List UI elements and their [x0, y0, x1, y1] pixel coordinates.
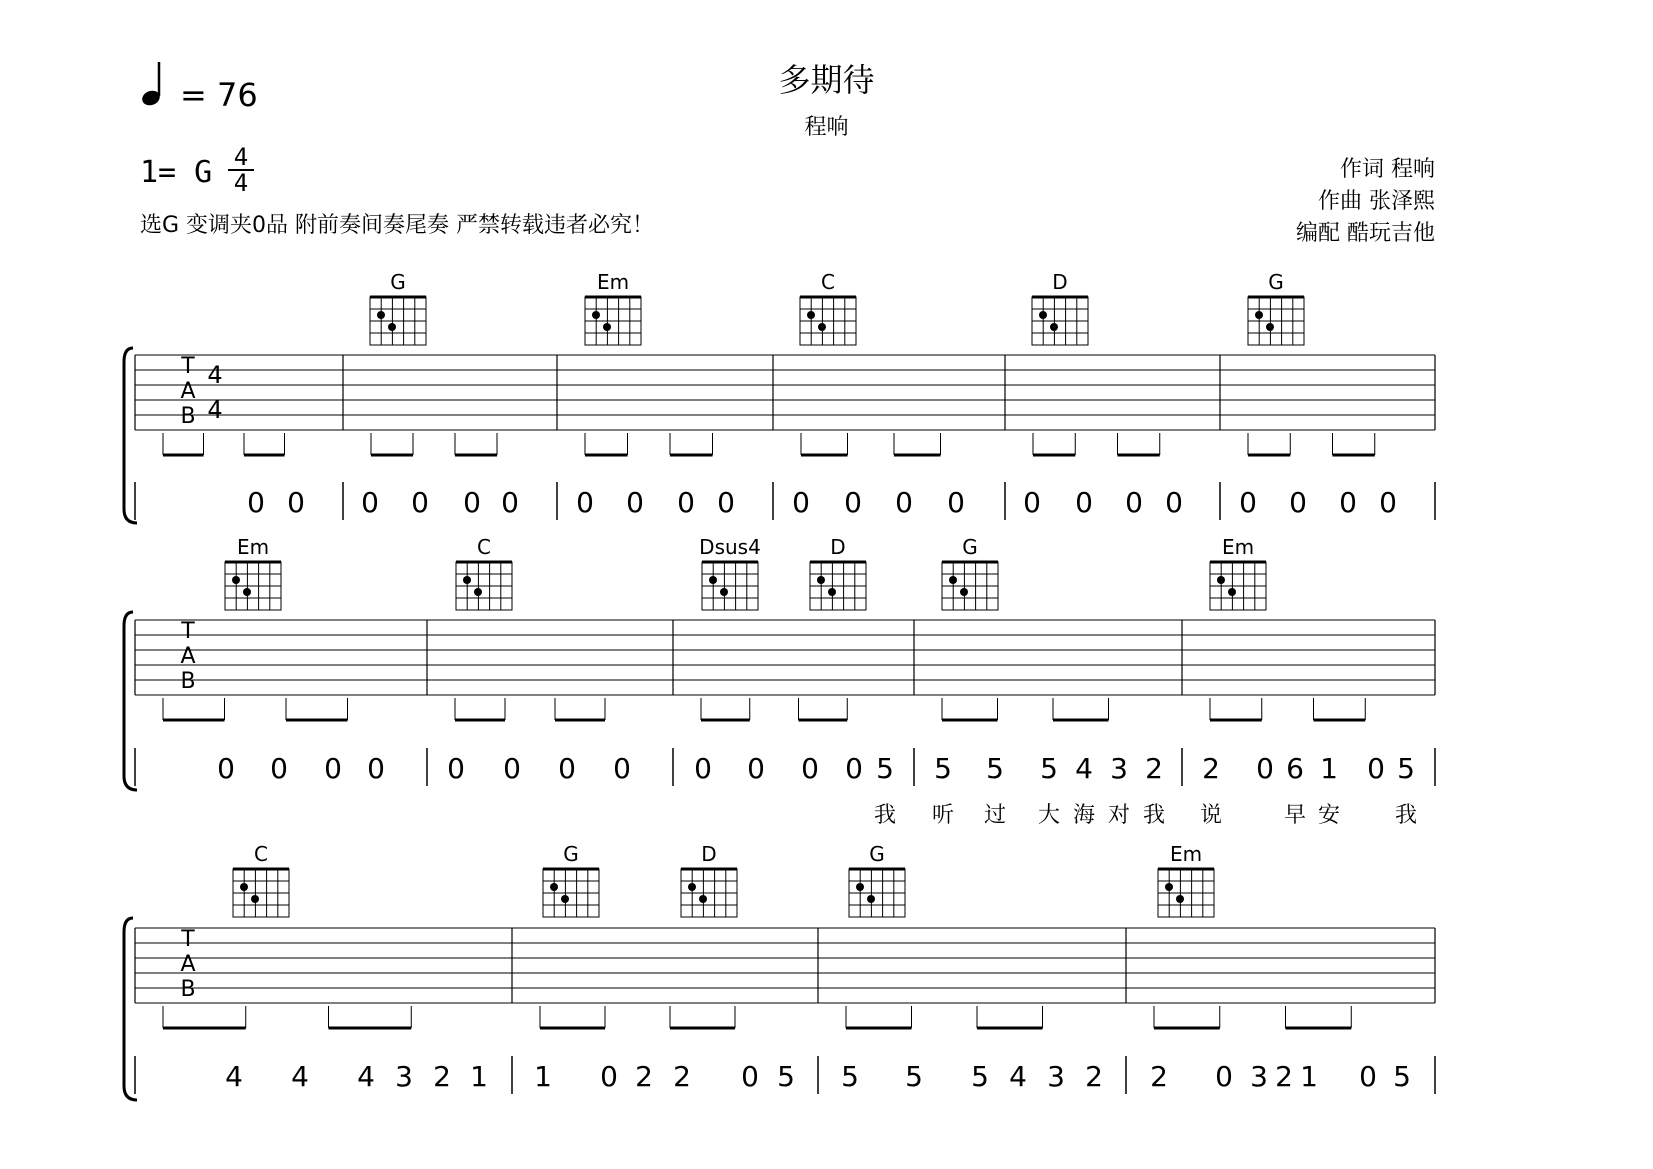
- chord-name: Em: [596, 270, 630, 294]
- chord-dot: [603, 323, 611, 331]
- chord-dot: [1039, 311, 1047, 319]
- numbered-note: 2: [1275, 1060, 1293, 1093]
- numbered-note: 0: [247, 486, 265, 519]
- chord-dot: [1217, 576, 1225, 584]
- numbered-note: 5: [876, 752, 894, 785]
- chord-name: Em: [1221, 535, 1255, 559]
- numbered-note: 0: [801, 752, 819, 785]
- numbered-note: 0: [217, 752, 235, 785]
- chord-name: C: [821, 270, 835, 294]
- chord-dot: [1050, 323, 1058, 331]
- chord-dot: [1266, 323, 1274, 331]
- chord-dot: [1176, 895, 1184, 903]
- song-artist: 程响: [804, 115, 849, 140]
- tab-label: T: [181, 354, 195, 379]
- tab-label: B: [180, 404, 196, 429]
- numbered-note: 0: [741, 1060, 759, 1093]
- lyric-char: 说: [1199, 803, 1223, 828]
- numbered-note: 0: [747, 752, 765, 785]
- time-top: 4: [233, 143, 249, 171]
- numbered-note: 2: [1202, 752, 1220, 785]
- lyric-char: 听: [931, 803, 955, 828]
- chord-diagram: [681, 842, 737, 917]
- numbered-note: 0: [367, 752, 385, 785]
- numbered-note: 0: [844, 486, 862, 519]
- lyric-char: 安: [1317, 803, 1341, 828]
- numbered-note: 1: [470, 1060, 488, 1093]
- chord-name: D: [1052, 270, 1068, 294]
- numbered-note: 0: [1367, 752, 1385, 785]
- chord-diagram: [1248, 270, 1304, 345]
- chord-diagram: [1032, 270, 1088, 345]
- arranger-credit: 编配 酷玩吉他: [1296, 221, 1435, 246]
- lyric-char: 海: [1072, 803, 1096, 828]
- numbered-note: 5: [971, 1060, 989, 1093]
- numbered-note: 2: [673, 1060, 691, 1093]
- chord-dot: [709, 576, 717, 584]
- arrangement-note: 选G 变调夹0品 附前奏间奏尾奏 严禁转载违者必究！: [140, 213, 655, 238]
- numbered-note: 0: [1339, 486, 1357, 519]
- chord-diagram: [456, 535, 512, 610]
- lyric-char: 我: [1142, 803, 1166, 828]
- numbered-note: 0: [558, 752, 576, 785]
- chord-diagram: [370, 270, 426, 345]
- numbered-note: 5: [905, 1060, 923, 1093]
- lyric-char: 对: [1107, 803, 1131, 828]
- numbered-note: 0: [1023, 486, 1041, 519]
- chord-name: C: [254, 842, 268, 866]
- chord-name: G: [390, 270, 406, 294]
- tab-label: B: [180, 669, 196, 694]
- numbered-note: 0: [501, 486, 519, 519]
- numbered-note: 4: [225, 1060, 243, 1093]
- chord-diagram: [1158, 842, 1214, 917]
- lyric-char: 我: [873, 803, 897, 828]
- numbered-note: 0: [600, 1060, 618, 1093]
- chord-dot: [699, 895, 707, 903]
- chord-name: Dsus4: [699, 535, 761, 559]
- numbered-note: 5: [841, 1060, 859, 1093]
- numbered-note: 0: [447, 752, 465, 785]
- numbered-note: 2: [635, 1060, 653, 1093]
- numbered-note: 4: [357, 1060, 375, 1093]
- numbered-note: 0: [1239, 486, 1257, 519]
- tab-label: A: [180, 644, 196, 669]
- numbered-note: 5: [986, 752, 1004, 785]
- key-signature: 1= G: [140, 155, 213, 190]
- numbered-note: 0: [947, 486, 965, 519]
- numbered-note: 6: [1286, 752, 1304, 785]
- chord-dot: [474, 588, 482, 596]
- chord-dot: [720, 588, 728, 596]
- chord-name: D: [701, 842, 717, 866]
- tab-label: T: [181, 619, 195, 644]
- numbered-note: 1: [1320, 752, 1338, 785]
- numbered-note: 0: [270, 752, 288, 785]
- numbered-note: 0: [1165, 486, 1183, 519]
- numbered-note: 2: [1145, 752, 1163, 785]
- song-title: 多期待: [778, 61, 875, 99]
- chord-name: Em: [236, 535, 270, 559]
- numbered-note: 2: [433, 1060, 451, 1093]
- chord-dot: [856, 883, 864, 891]
- time-bottom: 4: [233, 169, 249, 197]
- chord-dot: [828, 588, 836, 596]
- numbered-note: 3: [1250, 1060, 1268, 1093]
- chord-dot: [240, 883, 248, 891]
- numbered-note: 0: [895, 486, 913, 519]
- lyric-char: 我: [1394, 803, 1418, 828]
- chord-dot: [550, 883, 558, 891]
- tab-time-bottom: 4: [207, 396, 223, 424]
- numbered-note: 0: [576, 486, 594, 519]
- numbered-note: 0: [1289, 486, 1307, 519]
- numbered-note: 0: [1379, 486, 1397, 519]
- numbered-note: 1: [1300, 1060, 1318, 1093]
- chord-diagram: [800, 270, 856, 345]
- chord-name: D: [830, 535, 846, 559]
- numbered-note: 0: [503, 752, 521, 785]
- tempo-value: = 76: [180, 76, 258, 114]
- numbered-note: 0: [361, 486, 379, 519]
- tab-label: B: [180, 977, 196, 1002]
- chord-diagram: [585, 270, 641, 345]
- numbered-note: 2: [1150, 1060, 1168, 1093]
- chord-dot: [818, 323, 826, 331]
- tab-label: A: [180, 952, 196, 977]
- tab-label: T: [181, 927, 195, 952]
- composer-credit: 作曲 张泽熙: [1318, 189, 1435, 214]
- numbered-note: 0: [324, 752, 342, 785]
- chord-dot: [1228, 588, 1236, 596]
- chord-dot: [251, 895, 259, 903]
- chord-diagram: [942, 535, 998, 610]
- chord-diagram: [810, 535, 866, 610]
- numbered-note: 0: [626, 486, 644, 519]
- chord-dot: [243, 588, 251, 596]
- chord-name: Em: [1169, 842, 1203, 866]
- chord-dot: [949, 576, 957, 584]
- lyric-char: 大: [1037, 803, 1061, 828]
- lyric-char: 早: [1283, 803, 1307, 828]
- chord-dot: [388, 323, 396, 331]
- chord-diagram: [849, 842, 905, 917]
- chord-diagram: [233, 842, 289, 917]
- lyricist-credit: 作词 程响: [1340, 157, 1435, 182]
- chord-dot: [807, 311, 815, 319]
- numbered-note: 5: [1393, 1060, 1411, 1093]
- numbered-note: 0: [717, 486, 735, 519]
- numbered-note: 0: [1075, 486, 1093, 519]
- numbered-note: 4: [1009, 1060, 1027, 1093]
- numbered-note: 0: [845, 752, 863, 785]
- numbered-note: 0: [1359, 1060, 1377, 1093]
- tab-label: A: [180, 379, 196, 404]
- chord-dot: [592, 311, 600, 319]
- chord-dot: [463, 576, 471, 584]
- chord-name: G: [563, 842, 579, 866]
- numbered-note: 5: [1040, 752, 1058, 785]
- chord-dot: [1165, 883, 1173, 891]
- numbered-note: 2: [1085, 1060, 1103, 1093]
- numbered-note: 0: [677, 486, 695, 519]
- numbered-note: 3: [395, 1060, 413, 1093]
- numbered-note: 0: [411, 486, 429, 519]
- chord-diagram: [1210, 535, 1266, 610]
- numbered-note: 0: [1215, 1060, 1233, 1093]
- chord-name: G: [1268, 270, 1284, 294]
- chord-dot: [960, 588, 968, 596]
- numbered-note: 0: [792, 486, 810, 519]
- numbered-note: 5: [1397, 752, 1415, 785]
- chord-dot: [688, 883, 696, 891]
- numbered-note: 0: [1125, 486, 1143, 519]
- numbered-note: 5: [934, 752, 952, 785]
- chord-name: C: [477, 535, 491, 559]
- chord-diagram: [699, 535, 761, 610]
- chord-dot: [1255, 311, 1263, 319]
- chord-dot: [817, 576, 825, 584]
- chord-dot: [377, 311, 385, 319]
- chord-dot: [232, 576, 240, 584]
- numbered-note: 0: [463, 486, 481, 519]
- chord-name: G: [869, 842, 885, 866]
- numbered-note: 0: [613, 752, 631, 785]
- chord-dot: [561, 895, 569, 903]
- chord-name: G: [962, 535, 978, 559]
- numbered-note: 0: [694, 752, 712, 785]
- chord-diagram: [543, 842, 599, 917]
- numbered-note: 5: [777, 1060, 795, 1093]
- numbered-note: 4: [1075, 752, 1093, 785]
- numbered-note: 1: [534, 1060, 552, 1093]
- numbered-note: 3: [1047, 1060, 1065, 1093]
- numbered-note: 0: [287, 486, 305, 519]
- numbered-note: 4: [291, 1060, 309, 1093]
- numbered-note: 0: [1256, 752, 1274, 785]
- chord-diagram: [225, 535, 281, 610]
- tab-time-top: 4: [207, 361, 223, 389]
- lyric-char: 过: [983, 803, 1007, 828]
- chord-dot: [867, 895, 875, 903]
- numbered-note: 3: [1110, 752, 1128, 785]
